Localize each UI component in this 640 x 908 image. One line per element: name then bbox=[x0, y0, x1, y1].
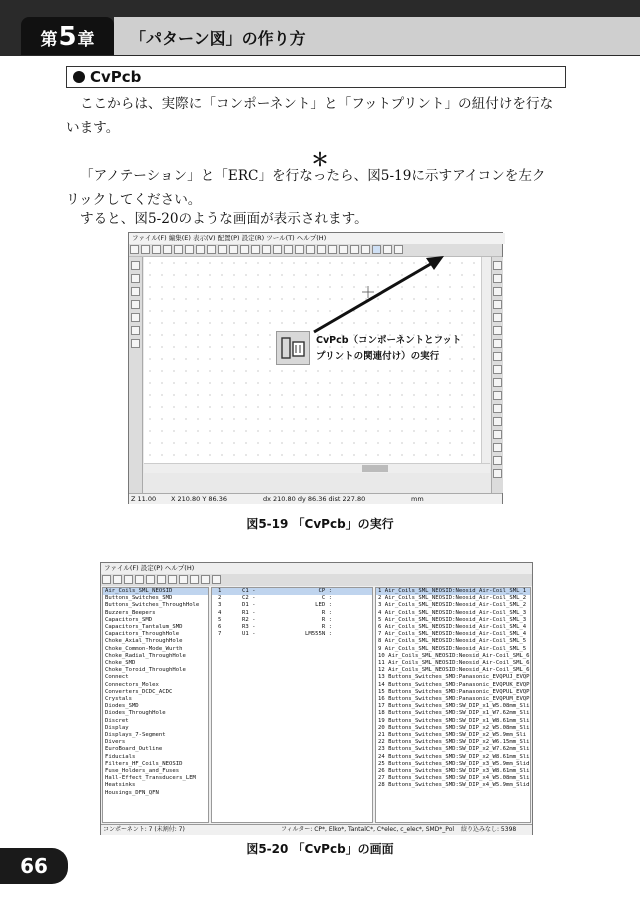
footprint-item[interactable]: 20 Buttons_Switches_SMD:SW_DIP_x2_W5.08mm_Sli bbox=[378, 724, 530, 731]
filter-keyword-icon[interactable] bbox=[190, 575, 199, 584]
prev-icon[interactable] bbox=[135, 575, 144, 584]
cvpcb-toolbar bbox=[101, 574, 532, 586]
footprint-item[interactable]: 23 Buttons_Switches_SMD:SW_DIP_x2_W7.62mm_Sli bbox=[378, 746, 530, 753]
library-item[interactable]: Buttons_Switches_ThroughHole bbox=[105, 602, 200, 609]
paragraph-3: すると、図5-20のような画面が表示されます。 bbox=[80, 211, 368, 227]
figure-5-20-caption: 図5-20 「CvPcb」の画面 bbox=[246, 842, 394, 856]
library-item[interactable]: Fuse_Holders_and_Fuses bbox=[105, 768, 180, 775]
paragraph-1-line-2: います。 bbox=[66, 120, 120, 136]
paragraph-1 bbox=[66, 92, 571, 140]
library-item[interactable]: Air_Coils_SML_NEOSID bbox=[103, 588, 208, 595]
library-item[interactable]: Choke_Toroid_ThroughHole bbox=[105, 667, 186, 674]
footprint-item[interactable]: 9 Air_Coils_SML_NEOSID:Neosid_Air-Coil_SML_5 bbox=[378, 645, 527, 652]
config-icon[interactable] bbox=[113, 575, 122, 584]
chapter-label bbox=[21, 19, 114, 55]
footprint-list[interactable] bbox=[375, 587, 531, 823]
component-ref: R1 - bbox=[242, 609, 256, 616]
component-value: R : bbox=[321, 609, 332, 616]
chapter-suffix: 章 bbox=[77, 29, 95, 50]
component-item[interactable] bbox=[212, 624, 372, 631]
footprint-item[interactable]: 5 Air_Coils_SML_NEOSID:Neosid_Air-Coil_SML_3 bbox=[378, 616, 527, 623]
component-index: 7 bbox=[218, 631, 222, 638]
component-index: 3 bbox=[218, 602, 222, 609]
bullet-icon bbox=[73, 71, 85, 83]
library-item[interactable]: Housings_DFN_QFN bbox=[105, 789, 159, 796]
component-item[interactable] bbox=[212, 588, 372, 595]
settings-icon[interactable] bbox=[124, 575, 133, 584]
save-icon[interactable] bbox=[102, 575, 111, 584]
library-item[interactable]: Display bbox=[105, 724, 129, 731]
library-item[interactable]: Heatsinks bbox=[105, 782, 136, 789]
library-item[interactable]: Diodes_SMD bbox=[105, 703, 139, 710]
component-ref: C2 - bbox=[242, 595, 256, 602]
footprint-item[interactable]: 26 Buttons_Switches_SMD:SW_DIP_x3_W8.61mm_Sli bbox=[378, 768, 530, 775]
component-index: 6 bbox=[218, 624, 222, 631]
component-item[interactable] bbox=[212, 631, 372, 638]
component-item[interactable] bbox=[212, 610, 372, 617]
cvpcb-status-bar bbox=[101, 824, 532, 835]
arrow-shaft bbox=[314, 262, 434, 332]
library-item[interactable]: Fiducials bbox=[105, 753, 136, 760]
component-ref: U1 - bbox=[242, 631, 256, 638]
cvpcb-callout-icon bbox=[276, 331, 310, 365]
library-item[interactable]: Choke_Common-Mode_Wurth bbox=[105, 645, 183, 652]
library-item[interactable]: Divers bbox=[105, 739, 126, 746]
library-item[interactable]: Capacitors_SMD bbox=[105, 616, 153, 623]
callout-arrow-overlay bbox=[128, 232, 503, 504]
footprint-item[interactable]: 10 Air_Coils_SML_NEOSID:Neosid_Air-Coil_SML_6 bbox=[378, 652, 530, 659]
library-item[interactable]: Filters_HF_Coils_NEOSID bbox=[105, 760, 183, 767]
library-item[interactable]: Diodes_ThroughHole bbox=[105, 710, 166, 717]
library-item[interactable]: Capacitors_Tantalum_SMD bbox=[105, 624, 183, 631]
library-item[interactable]: Choke_Radial_ThroughHole bbox=[105, 652, 186, 659]
status-filter: フィルター: CP*, Elko*, TantalC*, C*elec, c_elec*, SMD*_Pol bbox=[281, 826, 455, 833]
paragraph-2-line-2: リックしてください。 bbox=[66, 192, 202, 208]
component-ref: D1 - bbox=[242, 602, 256, 609]
menu-bar[interactable]: ファイル(F) 編集(E) 表示(V) 配置(P) 設定(R) ツール(T) ヘルプ(H) bbox=[129, 233, 505, 244]
component-item[interactable] bbox=[212, 617, 372, 624]
footprint-item[interactable]: 14 Buttons_Switches_SMD:Panasonic_EVQPUK_EVQP bbox=[378, 681, 530, 688]
status-zoom: Z 11.00 bbox=[131, 495, 157, 503]
footprint-item[interactable]: 19 Buttons_Switches_SMD:SW_DIP_x1_W8.61mm_Sli bbox=[378, 717, 530, 724]
footprint-item[interactable]: 22 Buttons_Switches_SMD:SW_DIP_x2_W6.15mm_Sli bbox=[378, 739, 530, 746]
footprint-item[interactable]: 27 Buttons_Switches_SMD:SW_DIP_x4_W5.08mm_Sli bbox=[378, 775, 530, 782]
footprint-item[interactable]: 25 Buttons_Switches_SMD:SW_DIP_x3_W5.9mm_Slid bbox=[378, 760, 530, 767]
footprint-item[interactable]: 21 Buttons_Switches_SMD:SW_DIP_x2_W5.9mm_Sli bbox=[378, 732, 527, 739]
footprint-item[interactable]: 12 Air_Coils_SML_NEOSID:Neosid_Air-Coil_SML_6 bbox=[378, 667, 530, 674]
library-item[interactable]: Buttons_Switches_SMD bbox=[105, 595, 173, 602]
filter-pin-icon[interactable] bbox=[201, 575, 210, 584]
footprint-item[interactable]: 7 Air_Coils_SML_NEOSID:Neosid_Air-Coil_SML_4 bbox=[378, 631, 527, 638]
library-item[interactable]: Crystals bbox=[105, 696, 132, 703]
section-title: CvPcb bbox=[90, 68, 142, 86]
component-ref: R2 - bbox=[242, 616, 256, 623]
footprint-item[interactable]: 1 Air_Coils_SML_NEOSID:Neosid_Air-Coil_SML_1 bbox=[376, 588, 530, 595]
paragraph-2 bbox=[66, 164, 571, 212]
delete-assoc-icon[interactable] bbox=[168, 575, 177, 584]
section-heading bbox=[66, 66, 566, 88]
chapter-number: 5 bbox=[58, 22, 77, 52]
component-item[interactable] bbox=[212, 595, 372, 602]
library-item[interactable]: Displays_7-Segment bbox=[105, 732, 166, 739]
paragraph-1-line-1: ここからは、実際に「コンポーネント」と「フットプリント」の紐付けを行な bbox=[80, 96, 554, 112]
footprint-item[interactable]: 6 Air_Coils_SML_NEOSID:Neosid_Air-Coil_SML_4 bbox=[378, 624, 527, 631]
cvpcb-callout-text bbox=[316, 333, 486, 365]
component-index: 1 bbox=[218, 588, 222, 594]
footprint-item[interactable]: 3 Air_Coils_SML_NEOSID:Neosid_Air-Coil_SML_2 bbox=[378, 602, 527, 609]
component-list[interactable] bbox=[211, 587, 373, 823]
library-list[interactable] bbox=[102, 587, 209, 823]
component-value: R : bbox=[321, 616, 332, 623]
footprint-item[interactable]: 18 Buttons_Switches_SMD:SW_DIP_x1_W7.62mm_Sli bbox=[378, 710, 530, 717]
status-count: 絞り込みなし: 5398 bbox=[461, 826, 517, 833]
footprint-item[interactable]: 13 Buttons_Switches_SMD:Panasonic_EVQPUJ_EVQP bbox=[378, 674, 530, 681]
footprint-item[interactable]: 15 Buttons_Switches_SMD:Panasonic_EVQPUL_EVQP bbox=[378, 688, 530, 695]
status-unit: mm bbox=[411, 495, 424, 503]
library-item[interactable]: Hall-Effect_Transducers_LEM bbox=[105, 775, 196, 782]
footprint-item[interactable]: 11 Air_Coils_SML_NEOSID:Neosid_Air-Coil_SML_6 bbox=[378, 660, 530, 667]
footprint-item[interactable]: 24 Buttons_Switches_SMD:SW_DIP_x2_W8.61mm_Sli bbox=[378, 753, 530, 760]
library-item[interactable]: Discret bbox=[105, 717, 129, 724]
component-index: 2 bbox=[218, 595, 222, 602]
component-ref: C1 - bbox=[242, 588, 256, 594]
footprint-item[interactable]: 16 Buttons_Switches_SMD:Panasonic_EVQPUM_EVQP bbox=[378, 696, 530, 703]
footprint-item[interactable]: 4 Air_Coils_SML_NEOSID:Neosid_Air-Coil_SML_3 bbox=[378, 609, 527, 616]
filter-library-icon[interactable] bbox=[212, 575, 221, 584]
library-item[interactable]: EuroBoard_Outline bbox=[105, 746, 163, 753]
component-index: 5 bbox=[218, 616, 222, 623]
callout-line-2: プリントの関連付け）の実行 bbox=[316, 351, 440, 362]
figure-5-19-caption: 図5-19 「CvPcb」の実行 bbox=[246, 517, 394, 531]
library-item[interactable]: Connectors_Molex bbox=[105, 681, 159, 688]
component-value: LM555N : bbox=[305, 631, 332, 638]
callout-line-1: CvPcb（コンポーネントとフット bbox=[316, 335, 462, 346]
component-item[interactable] bbox=[212, 602, 372, 609]
component-value: LED : bbox=[315, 602, 332, 609]
component-value: CP : bbox=[318, 588, 332, 594]
library-item[interactable]: Capacitors_ThroughHole bbox=[105, 631, 180, 638]
asterisk-divider: ＊ bbox=[311, 150, 329, 171]
paragraph-2-line-1: 「アノテーション」と「ERC」を行なったら、図5-19に示すアイコンを左ク bbox=[80, 168, 546, 184]
library-item[interactable]: Connect bbox=[105, 674, 129, 681]
status-delta: dx 210.80 dy 86.36 dist 227.80 bbox=[263, 495, 366, 503]
status-components: コンポーネント: 7 (未割付: 7) bbox=[103, 826, 185, 833]
library-item[interactable]: Choke_Axial_ThroughHole bbox=[105, 638, 183, 645]
library-item[interactable]: Converters_DCDC_ACDC bbox=[105, 688, 173, 695]
component-value: R : bbox=[321, 624, 332, 631]
library-item[interactable]: Choke_SMD bbox=[105, 660, 136, 667]
cvpcb-icon-graphic bbox=[277, 332, 309, 364]
status-xy: X 210.80 Y 86.36 bbox=[171, 495, 227, 503]
arrow-head bbox=[426, 256, 444, 270]
cvpcb-menu-bar[interactable]: ファイル(F) 設定(P) ヘルプ(H) bbox=[104, 564, 195, 572]
footprint-item[interactable]: 28 Buttons_Switches_SMD:SW_DIP_x4_W5.9mm_Slid bbox=[378, 782, 530, 789]
component-ref: R3 - bbox=[242, 624, 256, 631]
library-item[interactable]: Buzzers_Beepers bbox=[105, 609, 156, 616]
chapter-title: 「パターン図」の作り方 bbox=[130, 28, 306, 48]
view-footprint-icon[interactable] bbox=[179, 575, 188, 584]
footprint-item[interactable]: 17 Buttons_Switches_SMD:SW_DIP_x1_W5.08mm_Sli bbox=[378, 703, 530, 710]
footprint-item[interactable]: 8 Air_Coils_SML_NEOSID:Neosid_Air-Coil_SML_5 bbox=[378, 638, 527, 645]
component-index: 4 bbox=[218, 609, 222, 616]
cvpcb-screenshot bbox=[100, 562, 533, 835]
auto-assign-icon[interactable] bbox=[157, 575, 166, 584]
page-number: 66 bbox=[0, 848, 68, 884]
chapter-prefix: 第 bbox=[40, 29, 58, 50]
component-value: C : bbox=[321, 595, 332, 602]
next-icon[interactable] bbox=[146, 575, 155, 584]
footprint-item[interactable]: 2 Air_Coils_SML_NEOSID:Neosid_Air-Coil_SML_2 bbox=[378, 595, 527, 602]
